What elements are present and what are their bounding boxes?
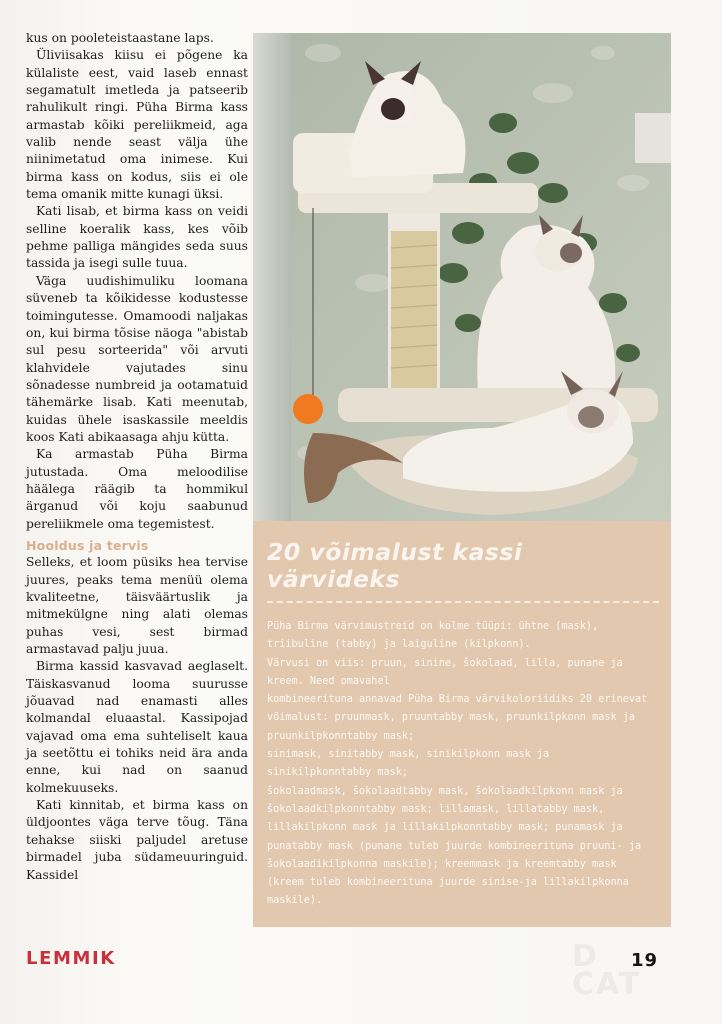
curtain [253, 33, 291, 521]
article-column [26, 30, 248, 884]
article-paragraph: Kati lisab, et birma kass on veidi selline koeralik kass, kes võib pehme palliga mängides seda suus tassida ja isegi sulle tuua. [26, 204, 248, 271]
page-number: 19 [631, 950, 659, 971]
box-line: kombineerituna annavad Püha Birma värvikoloriidiks 20 erinevat võimalust: pruunmask, pruuntabby mask, pruunkilpkonn mask ja pruunkilpkonntabby mask; [267, 694, 648, 742]
article-paragraph: Üliviisakas kiisu ei põgene ka külaliste eest, vaid laseb ennast segamatult imetleda ja patseerib rahulikult ringi. Püha Birma kass armastab kõiki pereliikmeid, aga valib nende seast välja ühe niinimetatud oma inimese. Kui birma kass on kodus, siis ei ole tema omanik mitte kunagi üksi. [26, 48, 248, 202]
article-paragraph: Selleks, et loom püsiks hea tervise juures, peaks tema menüü olema kvaliteetne, täisväärtuslik ja mitmekülgne ning alati olemas puhas vesi, sest birmad armastavad palju juua. [26, 555, 248, 657]
wall-shelf [635, 113, 671, 163]
box-line: Värvusi on viis: pruun, sinine, šokolaad, lilla, punane ja kreem. Need omavahel [267, 657, 623, 687]
box-line: Püha Birma värvimustreid on kolme tüüpi: ühtne (mask), triibuline (tabby) ja laiguline (kilpkonn). [267, 621, 599, 651]
cat-middle-face-mask [560, 243, 582, 263]
box-line: sinimask, sinitabby mask, sinikilpkonn mask ja sinikilpkonntabby mask; [267, 749, 550, 779]
article-paragraph: Väga uudishimuliku loomana süveneb ta kõikidesse kodustesse toimingutesse. Omamoodi naljakas on, kui birma tõsise näoga "abistab sul pesu sorteerida" või arvuti klahvidele vajutades sinu sõnadesse numbreid ja ootamatuid tähemärke lisab. Kati meenutab, kuidas ühele isaskassile meeldis koos Kati abikaasaga ahju kütta. [26, 273, 248, 444]
section-heading: Hooldus ja tervis [26, 537, 149, 553]
cats-photo-illustration [253, 33, 671, 521]
magazine-brand-logo: LEMMIK [26, 948, 116, 969]
box-title: 20 võimalust kassi värvideks [267, 538, 523, 593]
cat-top-face-mask [381, 98, 405, 120]
article-paragraph: kus on pooleteistaastane laps. [26, 31, 214, 45]
toy-ball [293, 394, 323, 424]
box-body [267, 618, 659, 911]
color-info-box [253, 521, 671, 927]
article-paragraph: Birma kassid kasvavad aeglaselt. Täiskasvanud looma suurusse jõuavad nad enamasti alles kolmandal eluaastal. Kassipojad vajavad oma ema suhteliselt kaua ja seetõttu ei tohiks neid ära anda enne, kui nad on saanud kolmekuuseks. [26, 659, 248, 795]
article-paragraph: Ka armastab Püha Birma jutustada. Oma meloodilise häälega räägib ta hommikul ärganud või koju saabunud pereliikmele oma tegemistest. [26, 447, 248, 531]
article-paragraph: Kati kinnitab, et birma kass on üldjoontes väga terve tõug. Täna tehakse siiski paljudel aretuse birmadel juba südameuuringuid. Kassidel [26, 798, 248, 882]
cat-lying-face-mask [578, 406, 604, 428]
cats-photo [253, 33, 671, 521]
watermark-logo: D CAT [572, 939, 642, 1002]
box-divider [267, 601, 659, 603]
box-line: šokolaadmask, šokolaadtabby mask, šokolaadkilpkonn mask ja šokolaadkilpkonntabby mask; lillamask, lillatabby mask, lillakilpkonn mask ja lillakilpkonntabby mask; punamask ja punatabby mask (punane tuleb juurde kombineerituna pruuni- ja šokolaadikilpkonna maskile); kreemmask ja kreemtabby mask (kreem tuleb kombineerituna juurde sinise-ja lillakilpkonna maskile). [267, 785, 642, 907]
